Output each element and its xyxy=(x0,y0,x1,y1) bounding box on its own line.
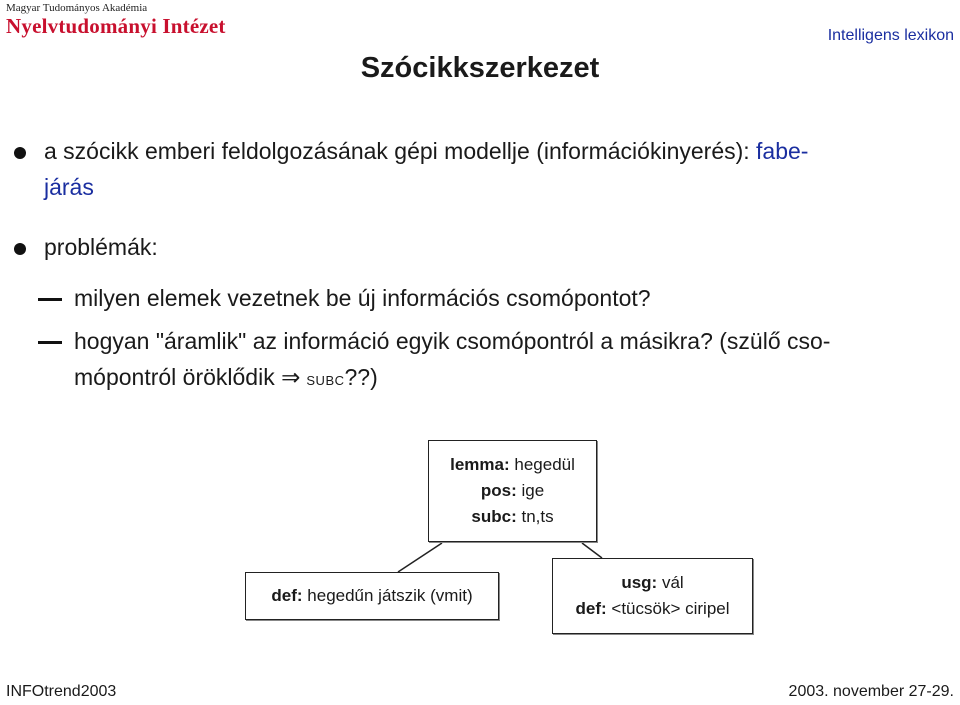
right-key-def: def: xyxy=(575,599,607,618)
bullet-1-link-part-1: fabe- xyxy=(756,138,809,164)
root-row-pos xyxy=(429,478,596,504)
right-value-usg: vál xyxy=(661,573,684,592)
root-row-subc xyxy=(429,504,596,530)
implies-arrow: ⇒ xyxy=(281,364,301,390)
right-row-usg xyxy=(553,570,752,596)
right-value-def: <tücsök> ciripel xyxy=(611,599,730,618)
tree-root-node xyxy=(428,440,597,542)
subitem-2-line-1: hogyan "áramlik" az információ egyik csomópontról a másikra? (szülő cso- xyxy=(74,328,831,354)
bullet-1-text: a szócikk emberi feldolgozásának gépi modellje (információkinyerés): xyxy=(44,138,757,164)
right-row-def xyxy=(553,596,752,622)
root-value-pos: ige xyxy=(521,481,545,500)
bullet-1-link-part-2: járás xyxy=(44,174,94,200)
root-key-subc: subc: xyxy=(471,507,517,526)
footer-conference: INFOtrend2003 xyxy=(6,683,117,700)
footer-date: 2003. november 27-29. xyxy=(788,683,954,700)
header-topic-label: Intelligens lexikon xyxy=(827,27,954,44)
root-value-subc: tn,ts xyxy=(521,507,554,526)
root-key-pos: pos: xyxy=(480,481,517,500)
slide-title: Szócikkszerkezet xyxy=(360,52,600,84)
tree-left-node xyxy=(245,572,499,620)
subitem-1-text: milyen elemek vezetnek be új információs csomópontot? xyxy=(74,285,651,311)
logo-institute-name: Nyelvtudományi Intézet xyxy=(6,14,226,38)
left-key-def: def: xyxy=(271,586,303,605)
bullet-2-text: problémák: xyxy=(44,234,158,260)
left-value-def: hegedűn játszik (vmit) xyxy=(307,586,473,605)
right-key-usg: usg: xyxy=(621,573,658,592)
left-row-def xyxy=(246,583,498,609)
root-value-lemma: hegedül xyxy=(514,455,575,474)
edge-root-right xyxy=(582,543,602,558)
logo-academy-name: Magyar Tudományos Akadémia xyxy=(6,2,148,14)
edge-root-left xyxy=(398,543,442,572)
tree-right-node xyxy=(552,558,753,634)
subitem-2-text-a: mópontról öröklődik xyxy=(74,364,282,390)
subc-term: subc xyxy=(306,369,345,390)
root-row-lemma xyxy=(429,452,596,478)
root-key-lemma: lemma: xyxy=(450,455,510,474)
subitem-2-text-b: ??) xyxy=(344,364,378,390)
